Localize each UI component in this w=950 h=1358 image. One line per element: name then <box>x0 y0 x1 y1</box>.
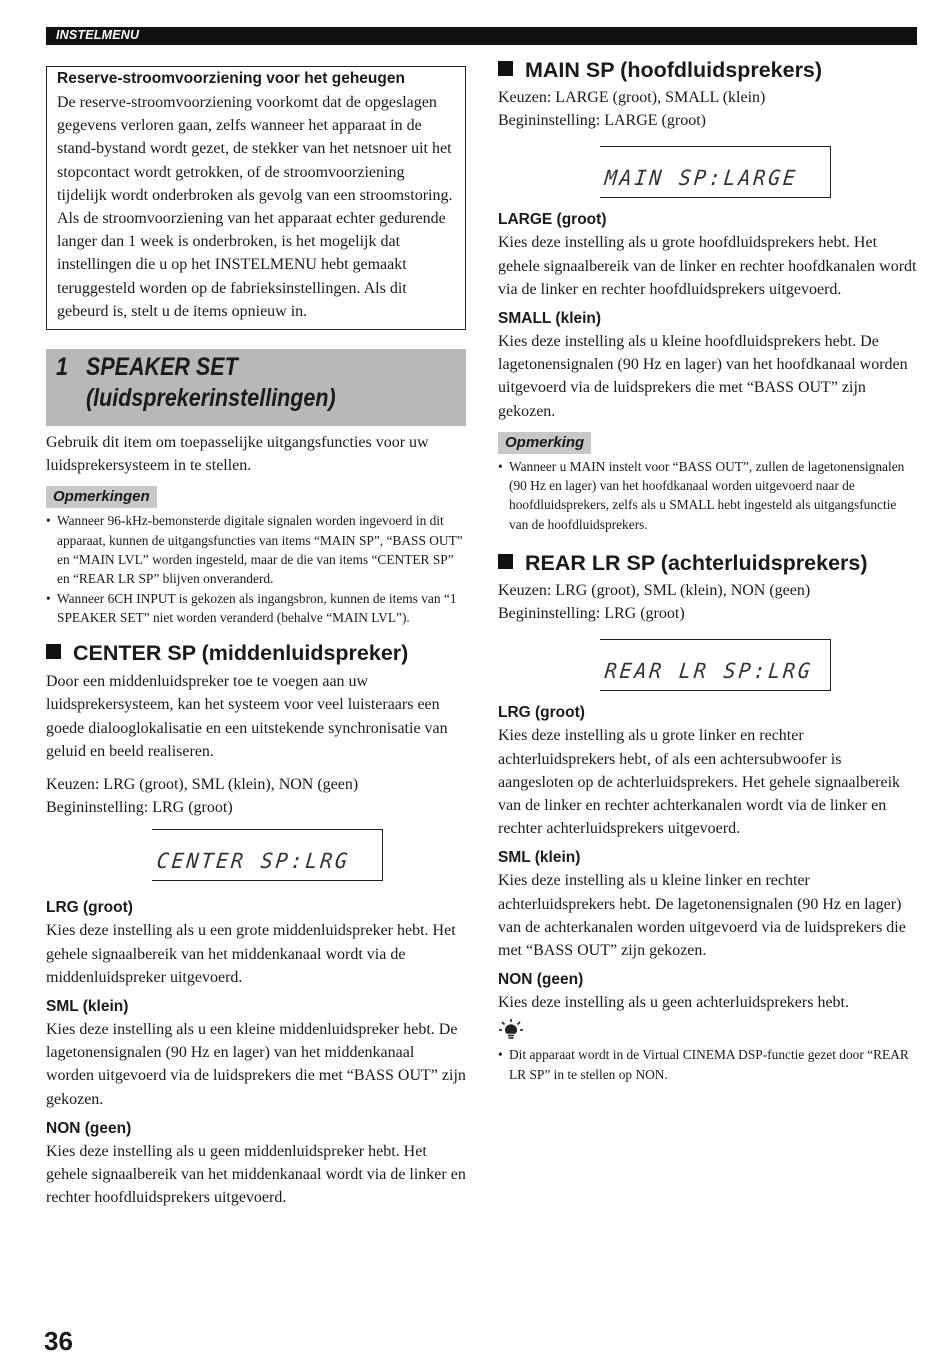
rear-sml-text: Kies deze instelling als u kleine linker en rechter achterluidsprekers hebt. De lagetonensignalen (90 Hz en lager) van de achterkanalen worden uitgevoerd via de luidsprekers die met “BASS OUT” zijn gekozen. <box>498 872 906 960</box>
chapter-heading <box>46 349 466 426</box>
chapter-title-line1: SPEAKER SET <box>86 353 238 382</box>
tip-list <box>498 1045 918 1084</box>
center-choices: Keuzen: LRG (groot), SML (klein), NON (geen) <box>46 776 359 794</box>
center-lrg-label: LRG (groot) <box>46 899 133 917</box>
note-item: • Wanneer u MAIN instelt voor “BASS OUT”, zullen de lagetonensignalen (90 Hz en lager) van het hoofdkanaal worden uitgevoerd naar de hoofdluidsprekers, zelfs als u SMALL hebt ingesteld als uitgangsfunctie van de hoofdluidsprekers. <box>498 457 918 534</box>
page-number: 36 <box>44 1326 73 1356</box>
rear-lrg-label: LRG (groot) <box>498 704 585 722</box>
main-sp-heading <box>498 58 918 83</box>
chapter-number: 1 <box>56 353 68 382</box>
left-column <box>46 66 466 1209</box>
center-sp-heading-text: CENTER SP (middenluidspreker) <box>73 641 409 666</box>
square-bullet-icon <box>498 554 513 569</box>
center-initial: Begininstelling: LRG (groot) <box>46 799 233 817</box>
rear-display-text: REAR LR SP:LRG <box>603 659 815 684</box>
rear-sp-heading <box>498 551 918 576</box>
rear-initial: Begininstelling: LRG (groot) <box>498 605 685 623</box>
main-large-label: LARGE (groot) <box>498 211 607 229</box>
rear-choices: Keuzen: LRG (groot), SML (klein), NON (geen) <box>498 582 811 600</box>
main-large-text: Kies deze instelling als u grote hoofdluidsprekers hebt. Het gehele signaalbereik van de linker en rechter hoofdkanalen wordt via de linker en rechter hoofdluidsprekers uitgevoerd. <box>498 234 917 298</box>
rear-non-label: NON (geen) <box>498 971 584 989</box>
main-display-text: MAIN SP:LARGE <box>603 166 800 191</box>
rear-non-text: Kies deze instelling als u geen achterluidsprekers hebt. <box>498 994 849 1012</box>
rear-display <box>498 639 918 691</box>
section-header-bar <box>46 27 917 45</box>
note-item: • Wanneer 6CH INPUT is gekozen als ingangsbron, kunnen de items van “1 SPEAKER SET” niet worden veranderd (behalve “MAIN LVL”). <box>46 589 466 628</box>
section-header-label: INSTELMENU <box>56 28 140 42</box>
center-sp-heading <box>46 641 466 666</box>
square-bullet-icon <box>46 644 61 659</box>
main-small-text: Kies deze instelling als u kleine hoofdluidsprekers hebt. De lagetonensignalen (90 Hz en lager) van het hoofdkanaal worden uitgevoerd via de luidsprekers die met “BASS OUT” zijn gekozen. <box>498 333 908 420</box>
center-non-text: Kies deze instelling als u geen middenluidspreker hebt. Het gehele signaalbereik van het middenkanaal wordt via de linker en rechter hoofdluidsprekers uitgevoerd. <box>46 1142 466 1207</box>
center-sml-label: SML (klein) <box>46 998 129 1016</box>
center-lrg-text: Kies deze instelling als u een grote middenluidspreker hebt. Het gehele signaalbereik van het middenkanaal wordt via de middenluidspreker uitgevoerd. <box>46 922 456 986</box>
main-sp-heading-text: MAIN SP (hoofdluidsprekers) <box>525 58 823 82</box>
rear-lrg-text: Kies deze instelling als u grote linker en rechter achterluidsprekers hebt, of als een achtersubwoofer is aangesloten op de achterluidsprekers. Het gehele signaalbereik van de linker en rechter achterkanalen wordt via de linker en rechter achterluidsprekers uitgevoerd. <box>498 727 901 838</box>
right-column <box>498 58 918 1084</box>
memory-backup-text: De reserve-stroomvoorziening voorkomt dat de opgeslagen gegevens verloren gaan, zelfs wanneer het apparaat in de stand-bystand wordt gezet, de stekker van het netsnoer uit het stopcontact wordt getrokken, of de stroomvoorziening tijdelijk wordt onderbroken als gevolg van een stroomstoring. Als de stroomvoorziening van het apparaat echter gedurende langer dan 1 week is onderbroken, is het mogelijk dat instellingen die u op het INSTELMENU hebt gemaakt teruggesteld worden op de fabrieksinstellingen. Als dit gebeurd is, stelt u de items opnieuw in. <box>57 94 453 320</box>
rear-tip <box>498 1018 918 1084</box>
center-non-label: NON (geen) <box>46 1119 132 1137</box>
memory-backup-title: Reserve-stroomvoorziening voor het geheugen <box>57 70 405 87</box>
chapter-notes <box>46 486 466 627</box>
main-note-list <box>498 457 918 534</box>
rear-sml-label: SML (klein) <box>498 849 581 867</box>
note-heading: Opmerking <box>498 432 591 454</box>
main-small-label: SMALL (klein) <box>498 310 602 328</box>
center-display-text: CENTER SP:LRG <box>155 849 352 874</box>
center-display <box>46 829 466 881</box>
main-note <box>498 432 918 534</box>
center-sml-text: Kies deze instelling als u een kleine middenluidspreker hebt. De lagetonensignalen (90 Hz en lager) van het middenkanaal worden uitgevoerd via de luidsprekers die met “BASS OUT” zijn gekozen. <box>46 1021 466 1108</box>
memory-backup-box <box>46 66 466 330</box>
main-choices: Keuzen: LARGE (groot), SMALL (klein) <box>498 89 766 106</box>
notes-list <box>46 511 466 627</box>
tip-item: • Dit apparaat wordt in de Virtual CINEMA DSP-functie gezet door “REAR LR SP” in te stellen op NON. <box>498 1045 918 1084</box>
notes-heading: Opmerkingen <box>46 486 157 508</box>
square-bullet-icon <box>498 61 513 76</box>
rear-sp-heading-text: REAR LR SP (achterluidsprekers) <box>525 551 868 576</box>
lightbulb-icon <box>498 1018 524 1040</box>
note-item: • Wanneer 96-kHz-bemonsterde digitale signalen worden ingevoerd in dit apparaat, kunnen de uitgangsfuncties van items “MAIN SP”, “BASS OUT” en “MAIN LVL” worden ingesteld, maar de die van items “CENTER SP” en “REAR LR SP” blijven onveranderd. <box>46 511 466 588</box>
center-intro: Door een middenluidspreker toe te voegen aan uw luidsprekersysteem, kan het systeem voor veel luisteraars een goede dialooglokalisatie en een uitstekende synchronisatie van geluid en beeld realiseren. <box>46 673 448 760</box>
chapter-title-line2: (luidsprekerinstellingen) <box>86 384 336 413</box>
main-display <box>498 146 918 198</box>
main-initial: Begininstelling: LARGE (groot) <box>498 112 706 130</box>
chapter-intro: Gebruik dit item om toepasselijke uitgangsfuncties voor uw luidsprekersysteem in te stellen. <box>46 434 429 475</box>
